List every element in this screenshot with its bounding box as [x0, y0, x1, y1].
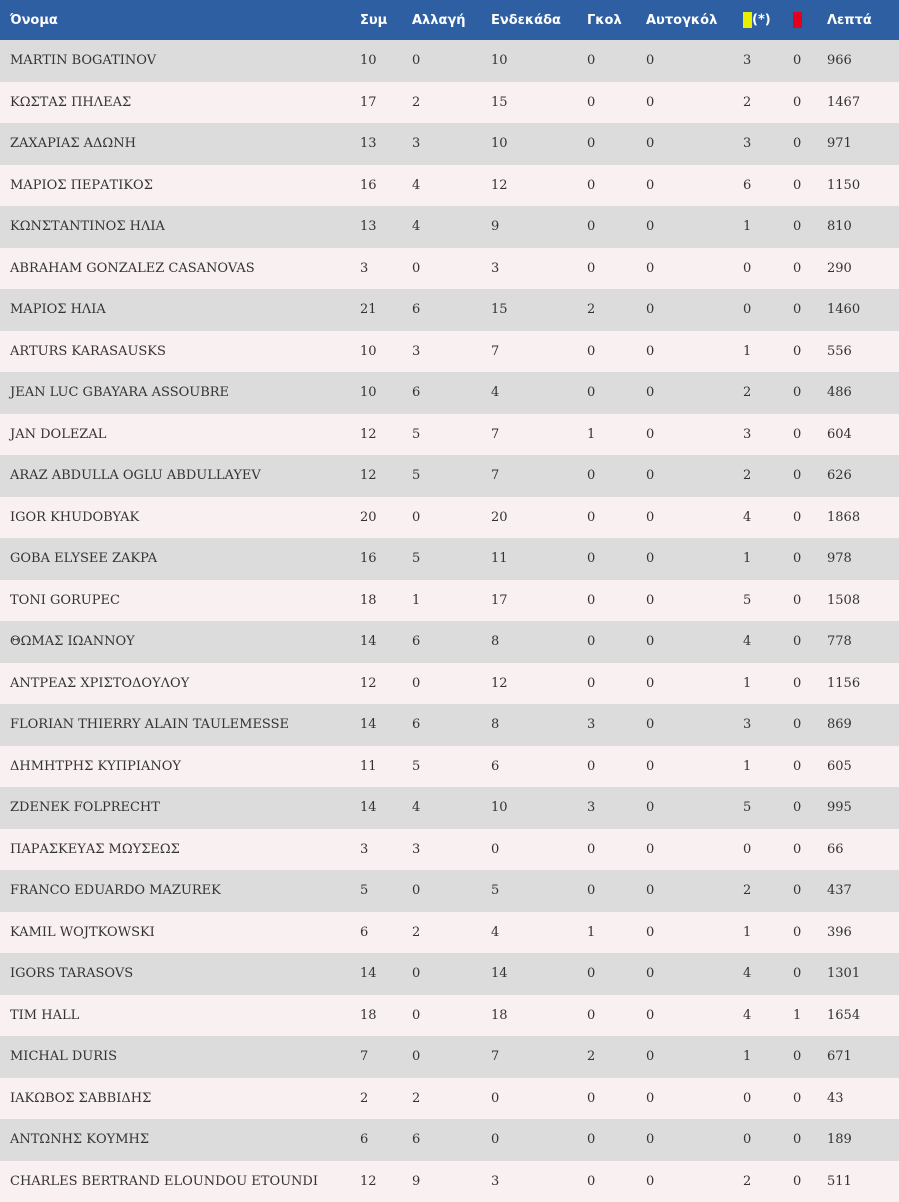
sub-cell: 2 [412, 82, 491, 124]
player-name: KAMIL WOJTKOWSKI [0, 912, 360, 954]
table-body [0, 40, 899, 1202]
apps-cell: 13 [360, 206, 412, 248]
player-name: ΑΝΤΩΝΗΣ ΚΟΥΜΗΣ [0, 1119, 360, 1161]
minutes-cell: 626 [827, 455, 899, 497]
red-cards-cell: 1 [793, 995, 827, 1037]
player-name: FLORIAN THIERRY ALAIN TAULEMESSE [0, 704, 360, 746]
red-cards-cell: 0 [793, 912, 827, 954]
own-goals-cell: 0 [646, 953, 743, 995]
player-name: JAN DOLEZAL [0, 414, 360, 456]
table-row [0, 704, 899, 746]
sub-cell: 6 [412, 1119, 491, 1161]
minutes-cell: 604 [827, 414, 899, 456]
starts-cell: 15 [491, 82, 587, 124]
red-cards-cell: 0 [793, 165, 827, 207]
player-name: CHARLES BERTRAND ELOUNDOU ETOUNDI [0, 1161, 360, 1202]
starts-cell: 3 [491, 1161, 587, 1202]
red-cards-cell: 0 [793, 953, 827, 995]
starts-cell: 15 [491, 289, 587, 331]
red-cards-cell: 0 [793, 455, 827, 497]
apps-cell: 17 [360, 82, 412, 124]
table-row [0, 331, 899, 373]
red-cards-cell: 0 [793, 40, 827, 82]
sub-cell: 0 [412, 995, 491, 1037]
player-name: ΔΗΜΗΤΡΗΣ ΚΥΠΡΙΑΝΟΥ [0, 746, 360, 788]
yellow-cards-cell: 0 [743, 1078, 793, 1120]
yellow-cards-cell: 0 [743, 248, 793, 290]
minutes-cell: 810 [827, 206, 899, 248]
sub-cell: 6 [412, 621, 491, 663]
apps-cell: 14 [360, 621, 412, 663]
player-name: JEAN LUC GBAYARA ASSOUBRE [0, 372, 360, 414]
yellow-cards-cell: 3 [743, 40, 793, 82]
red-cards-cell: 0 [793, 538, 827, 580]
goals-cell: 3 [587, 787, 646, 829]
starts-cell: 7 [491, 331, 587, 373]
player-name: ARTURS KARASAUSKS [0, 331, 360, 373]
starts-cell: 10 [491, 40, 587, 82]
starts-cell: 20 [491, 497, 587, 539]
own-goals-cell: 0 [646, 248, 743, 290]
own-goals-cell: 0 [646, 870, 743, 912]
own-goals-cell: 0 [646, 580, 743, 622]
minutes-cell: 189 [827, 1119, 899, 1161]
header-starts[interactable]: Ενδεκάδα [491, 0, 587, 40]
starts-cell: 18 [491, 995, 587, 1037]
own-goals-cell: 0 [646, 455, 743, 497]
goals-cell: 0 [587, 1119, 646, 1161]
goals-cell: 0 [587, 248, 646, 290]
red-cards-cell: 0 [793, 1161, 827, 1202]
minutes-cell: 995 [827, 787, 899, 829]
yellow-cards-cell: 6 [743, 165, 793, 207]
starts-cell: 0 [491, 1119, 587, 1161]
sub-cell: 3 [412, 123, 491, 165]
sub-cell: 4 [412, 787, 491, 829]
goals-cell: 1 [587, 414, 646, 456]
table-row [0, 372, 899, 414]
table-row [0, 829, 899, 871]
own-goals-cell: 0 [646, 1119, 743, 1161]
red-cards-cell: 0 [793, 331, 827, 373]
table-row [0, 1161, 899, 1202]
own-goals-cell: 0 [646, 829, 743, 871]
player-name: MARTIN BOGATINOV [0, 40, 360, 82]
starts-cell: 4 [491, 912, 587, 954]
goals-cell: 0 [587, 870, 646, 912]
goals-cell: 0 [587, 331, 646, 373]
red-cards-cell: 0 [793, 870, 827, 912]
table-row [0, 1078, 899, 1120]
table-row [0, 995, 899, 1037]
apps-cell: 11 [360, 746, 412, 788]
table-row [0, 165, 899, 207]
yellow-cards-cell: 3 [743, 704, 793, 746]
table-row [0, 289, 899, 331]
own-goals-cell: 0 [646, 414, 743, 456]
yellow-cards-cell: 1 [743, 912, 793, 954]
apps-cell: 12 [360, 455, 412, 497]
yellow-cards-cell: 3 [743, 123, 793, 165]
own-goals-cell: 0 [646, 621, 743, 663]
yellow-cards-cell: 1 [743, 663, 793, 705]
goals-cell: 0 [587, 372, 646, 414]
own-goals-cell: 0 [646, 331, 743, 373]
table-row [0, 206, 899, 248]
goals-cell: 0 [587, 82, 646, 124]
goals-cell: 1 [587, 912, 646, 954]
yellow-card-icon [743, 12, 752, 28]
goals-cell: 0 [587, 40, 646, 82]
sub-cell: 2 [412, 912, 491, 954]
sub-cell: 6 [412, 704, 491, 746]
goals-cell: 0 [587, 829, 646, 871]
red-cards-cell: 0 [793, 829, 827, 871]
minutes-cell: 43 [827, 1078, 899, 1120]
player-name: ΠΑΡΑΣΚΕΥΑΣ ΜΩΥΣΕΩΣ [0, 829, 360, 871]
sub-cell: 5 [412, 538, 491, 580]
minutes-cell: 1654 [827, 995, 899, 1037]
goals-cell: 0 [587, 995, 646, 1037]
minutes-cell: 437 [827, 870, 899, 912]
starts-cell: 0 [491, 829, 587, 871]
starts-cell: 3 [491, 248, 587, 290]
table-row [0, 870, 899, 912]
starts-cell: 9 [491, 206, 587, 248]
starts-cell: 8 [491, 621, 587, 663]
player-name: ΚΩΝΣΤΑΝΤΙΝΟΣ ΗΛΙΑ [0, 206, 360, 248]
player-name: ΘΩΜΑΣ ΙΩΑΝΝΟΥ [0, 621, 360, 663]
starts-cell: 6 [491, 746, 587, 788]
apps-cell: 7 [360, 1036, 412, 1078]
yellow-cards-cell: 1 [743, 331, 793, 373]
starts-cell: 5 [491, 870, 587, 912]
own-goals-cell: 0 [646, 704, 743, 746]
minutes-cell: 966 [827, 40, 899, 82]
header-goals[interactable]: Γκολ [587, 0, 646, 40]
player-name: ΖΑΧΑΡΙΑΣ ΑΔΩΝΗ [0, 123, 360, 165]
sub-cell: 5 [412, 414, 491, 456]
starts-cell: 7 [491, 414, 587, 456]
goals-cell: 2 [587, 289, 646, 331]
sub-cell: 0 [412, 870, 491, 912]
minutes-cell: 511 [827, 1161, 899, 1202]
own-goals-cell: 0 [646, 663, 743, 705]
yellow-cards-cell: 1 [743, 746, 793, 788]
starts-cell: 17 [491, 580, 587, 622]
table-row [0, 580, 899, 622]
header-name[interactable]: Όνομα [0, 0, 360, 40]
minutes-cell: 1301 [827, 953, 899, 995]
own-goals-cell: 0 [646, 1036, 743, 1078]
apps-cell: 3 [360, 829, 412, 871]
player-name: ΚΩΣΤΑΣ ΠΗΛΕΑΣ [0, 82, 360, 124]
sub-cell: 0 [412, 663, 491, 705]
apps-cell: 18 [360, 995, 412, 1037]
apps-cell: 14 [360, 787, 412, 829]
own-goals-cell: 0 [646, 40, 743, 82]
sub-cell: 4 [412, 206, 491, 248]
yellow-cards-cell: 2 [743, 372, 793, 414]
starts-cell: 8 [491, 704, 587, 746]
table-row [0, 538, 899, 580]
table-row [0, 663, 899, 705]
own-goals-cell: 0 [646, 497, 743, 539]
apps-cell: 16 [360, 165, 412, 207]
header-sub[interactable]: Αλλαγή [412, 0, 491, 40]
apps-cell: 13 [360, 123, 412, 165]
yellow-cards-cell: 1 [743, 206, 793, 248]
starts-cell: 10 [491, 123, 587, 165]
player-name: TIM HALL [0, 995, 360, 1037]
sub-cell: 0 [412, 248, 491, 290]
goals-cell: 0 [587, 580, 646, 622]
red-cards-cell: 0 [793, 580, 827, 622]
goals-cell: 0 [587, 497, 646, 539]
apps-cell: 2 [360, 1078, 412, 1120]
sub-cell: 3 [412, 829, 491, 871]
red-cards-cell: 0 [793, 704, 827, 746]
player-name: ΙΑΚΩΒΟΣ ΣΑΒΒΙΔΗΣ [0, 1078, 360, 1120]
goals-cell: 0 [587, 953, 646, 995]
yellow-cards-cell: 2 [743, 455, 793, 497]
red-cards-cell: 0 [793, 663, 827, 705]
red-cards-cell: 0 [793, 621, 827, 663]
minutes-cell: 290 [827, 248, 899, 290]
red-cards-cell: 0 [793, 206, 827, 248]
starts-cell: 12 [491, 663, 587, 705]
minutes-cell: 1467 [827, 82, 899, 124]
yellow-cards-cell: 5 [743, 787, 793, 829]
starts-cell: 7 [491, 455, 587, 497]
player-name: MICHAL DURIS [0, 1036, 360, 1078]
minutes-cell: 971 [827, 123, 899, 165]
minutes-cell: 486 [827, 372, 899, 414]
table-row [0, 82, 899, 124]
yellow-cards-cell: 1 [743, 538, 793, 580]
player-name: FRANCO EDUARDO MAZUREK [0, 870, 360, 912]
player-name: IGORS TARASOVS [0, 953, 360, 995]
red-cards-cell: 0 [793, 746, 827, 788]
table-row [0, 912, 899, 954]
goals-cell: 0 [587, 123, 646, 165]
starts-cell: 4 [491, 372, 587, 414]
goals-cell: 0 [587, 663, 646, 705]
yellow-cards-cell: 0 [743, 1119, 793, 1161]
sub-cell: 9 [412, 1161, 491, 1202]
apps-cell: 10 [360, 331, 412, 373]
goals-cell: 0 [587, 621, 646, 663]
sub-cell: 5 [412, 746, 491, 788]
own-goals-cell: 0 [646, 538, 743, 580]
own-goals-cell: 0 [646, 1161, 743, 1202]
player-name: ΑΝΤΡΕΑΣ ΧΡΙΣΤΟΔΟΥΛΟΥ [0, 663, 360, 705]
starts-cell: 12 [491, 165, 587, 207]
yellow-cards-cell: 3 [743, 414, 793, 456]
header-minutes[interactable]: Λεπτά [827, 0, 899, 40]
yellow-cards-cell: 4 [743, 995, 793, 1037]
minutes-cell: 1156 [827, 663, 899, 705]
apps-cell: 5 [360, 870, 412, 912]
yellow-cards-cell: 4 [743, 621, 793, 663]
minutes-cell: 605 [827, 746, 899, 788]
header-own-goals[interactable]: Αυτογκόλ [646, 0, 743, 40]
yellow-cards-cell: 2 [743, 82, 793, 124]
own-goals-cell: 0 [646, 82, 743, 124]
minutes-cell: 671 [827, 1036, 899, 1078]
goals-cell: 0 [587, 165, 646, 207]
goals-cell: 0 [587, 455, 646, 497]
red-cards-cell: 0 [793, 372, 827, 414]
header-apps[interactable]: Συμ [360, 0, 412, 40]
apps-cell: 6 [360, 912, 412, 954]
sub-cell: 1 [412, 580, 491, 622]
player-name: ABRAHAM GONZALEZ CASANOVAS [0, 248, 360, 290]
own-goals-cell: 0 [646, 995, 743, 1037]
header-yellow-suffix: (*) [752, 13, 771, 28]
header-row [0, 0, 899, 40]
sub-cell: 0 [412, 497, 491, 539]
own-goals-cell: 0 [646, 1078, 743, 1120]
apps-cell: 21 [360, 289, 412, 331]
red-cards-cell: 0 [793, 414, 827, 456]
apps-cell: 14 [360, 953, 412, 995]
table-row [0, 414, 899, 456]
player-name: ZDENEK FOLPRECHT [0, 787, 360, 829]
apps-cell: 10 [360, 40, 412, 82]
minutes-cell: 1508 [827, 580, 899, 622]
starts-cell: 0 [491, 1078, 587, 1120]
own-goals-cell: 0 [646, 372, 743, 414]
red-cards-cell: 0 [793, 289, 827, 331]
sub-cell: 0 [412, 40, 491, 82]
player-name: TONI GORUPEC [0, 580, 360, 622]
yellow-cards-cell: 2 [743, 1161, 793, 1202]
minutes-cell: 778 [827, 621, 899, 663]
yellow-cards-cell: 4 [743, 953, 793, 995]
table-row [0, 787, 899, 829]
own-goals-cell: 0 [646, 165, 743, 207]
header-yellow[interactable] [743, 0, 793, 40]
sub-cell: 3 [412, 331, 491, 373]
player-name: GOBA ELYSEE ZAKPA [0, 538, 360, 580]
minutes-cell: 1868 [827, 497, 899, 539]
minutes-cell: 869 [827, 704, 899, 746]
sub-cell: 6 [412, 289, 491, 331]
apps-cell: 20 [360, 497, 412, 539]
sub-cell: 4 [412, 165, 491, 207]
red-card-icon [793, 12, 802, 28]
yellow-cards-cell: 4 [743, 497, 793, 539]
own-goals-cell: 0 [646, 787, 743, 829]
apps-cell: 16 [360, 538, 412, 580]
minutes-cell: 556 [827, 331, 899, 373]
table-row [0, 455, 899, 497]
own-goals-cell: 0 [646, 289, 743, 331]
goals-cell: 0 [587, 538, 646, 580]
starts-cell: 14 [491, 953, 587, 995]
table-row [0, 248, 899, 290]
starts-cell: 11 [491, 538, 587, 580]
sub-cell: 0 [412, 1036, 491, 1078]
red-cards-cell: 0 [793, 82, 827, 124]
yellow-cards-cell: 5 [743, 580, 793, 622]
yellow-cards-cell: 0 [743, 289, 793, 331]
table-row [0, 953, 899, 995]
table-row [0, 621, 899, 663]
own-goals-cell: 0 [646, 746, 743, 788]
starts-cell: 7 [491, 1036, 587, 1078]
minutes-cell: 1150 [827, 165, 899, 207]
yellow-cards-cell: 1 [743, 1036, 793, 1078]
player-name: ARAZ ABDULLA OGLU ABDULLAYEV [0, 455, 360, 497]
apps-cell: 3 [360, 248, 412, 290]
yellow-cards-cell: 2 [743, 870, 793, 912]
goals-cell: 0 [587, 1078, 646, 1120]
red-cards-cell: 0 [793, 248, 827, 290]
goals-cell: 2 [587, 1036, 646, 1078]
goals-cell: 0 [587, 1161, 646, 1202]
minutes-cell: 1460 [827, 289, 899, 331]
table-header [0, 0, 899, 40]
table-row [0, 1119, 899, 1161]
sub-cell: 2 [412, 1078, 491, 1120]
apps-cell: 10 [360, 372, 412, 414]
red-cards-cell: 0 [793, 497, 827, 539]
goals-cell: 0 [587, 206, 646, 248]
apps-cell: 12 [360, 663, 412, 705]
header-red[interactable] [793, 0, 827, 40]
minutes-cell: 978 [827, 538, 899, 580]
red-cards-cell: 0 [793, 1078, 827, 1120]
table-row [0, 40, 899, 82]
minutes-cell: 66 [827, 829, 899, 871]
apps-cell: 12 [360, 414, 412, 456]
player-name: IGOR KHUDOBYAK [0, 497, 360, 539]
sub-cell: 0 [412, 953, 491, 995]
player-name: ΜΑΡΙΟΣ ΠΕΡΑΤΙΚΟΣ [0, 165, 360, 207]
table-row [0, 497, 899, 539]
red-cards-cell: 0 [793, 123, 827, 165]
apps-cell: 18 [360, 580, 412, 622]
yellow-cards-cell: 0 [743, 829, 793, 871]
apps-cell: 14 [360, 704, 412, 746]
player-name: ΜΑΡΙΟΣ ΗΛΙΑ [0, 289, 360, 331]
apps-cell: 6 [360, 1119, 412, 1161]
table-row [0, 746, 899, 788]
apps-cell: 12 [360, 1161, 412, 1202]
own-goals-cell: 0 [646, 912, 743, 954]
minutes-cell: 396 [827, 912, 899, 954]
own-goals-cell: 0 [646, 206, 743, 248]
sub-cell: 6 [412, 372, 491, 414]
goals-cell: 3 [587, 704, 646, 746]
goals-cell: 0 [587, 746, 646, 788]
red-cards-cell: 0 [793, 1036, 827, 1078]
table-row [0, 123, 899, 165]
own-goals-cell: 0 [646, 123, 743, 165]
red-cards-cell: 0 [793, 1119, 827, 1161]
starts-cell: 10 [491, 787, 587, 829]
sub-cell: 5 [412, 455, 491, 497]
red-cards-cell: 0 [793, 787, 827, 829]
table-row [0, 1036, 899, 1078]
